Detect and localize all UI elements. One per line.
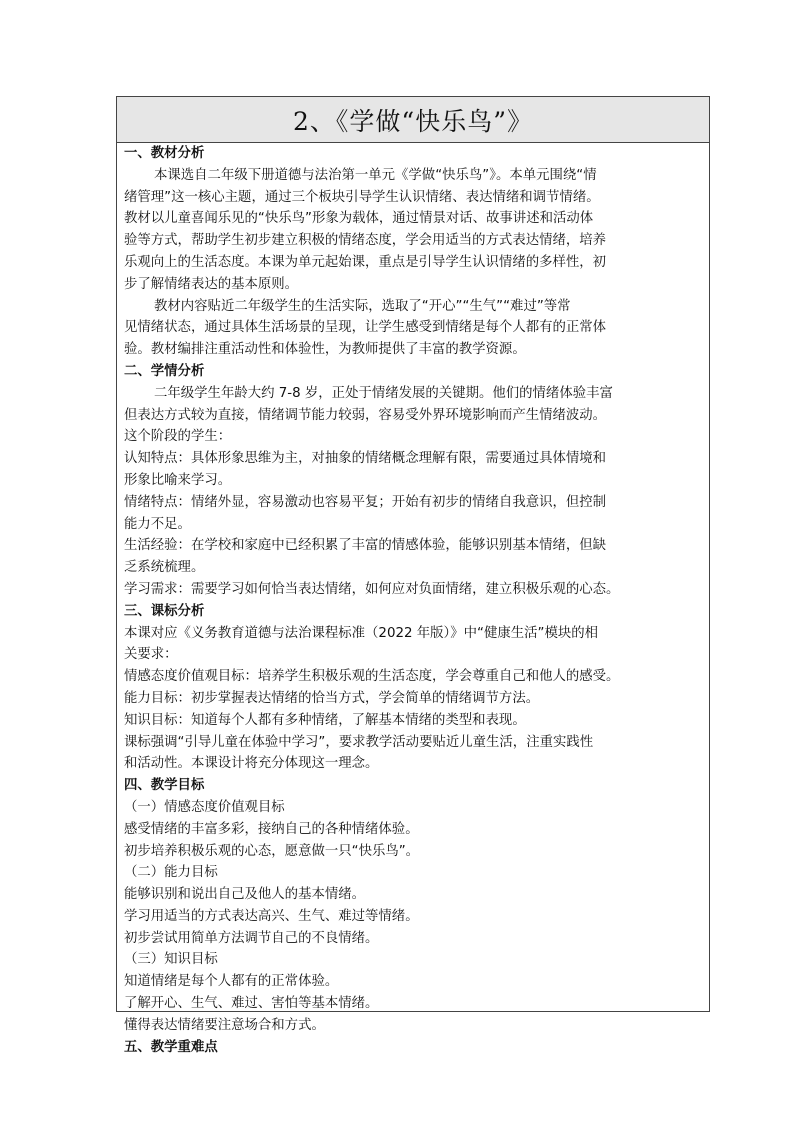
lesson-plan-table (116, 96, 710, 1055)
text-line: 这个阶段的学生： (124, 429, 232, 445)
text-line: 步了解情绪表达的基本原则。 (124, 276, 299, 292)
text-line: 知道情绪是每个人都有的正常体验。 (124, 974, 339, 990)
text-line: 情感态度价值观目标：培养学生积极乐观的生活态度，学会尊重自己和他人的感受。 (124, 669, 620, 685)
section-heading: 二、学情分析 (124, 363, 205, 379)
text-line: 形象比喻来学习。 (124, 472, 232, 488)
text-line: 教材内容贴近二年级学生的生活实际，选取了“开心”“生气”“难过”等常 (154, 298, 571, 314)
text-line: 生活经验：在学校和家庭中已经积累了丰富的情感体验，能够识别基本情绪，但缺 (124, 538, 607, 554)
text-line: 知识目标：知道每个人都有多种情绪，了解基本情绪的类型和表现。 (124, 712, 526, 728)
text-line: 乏系统梳理。 (124, 560, 205, 576)
document-title: 2、《学做“快乐鸟”》 (293, 106, 533, 136)
text-line: 懂得表达情绪要注意场合和方式。 (124, 1017, 325, 1033)
text-line: 能力目标：初步掌握表达情绪的恰当方式，学会简单的情绪调节方法。 (124, 690, 540, 706)
text-line: 了解开心、生气、难过、害怕等基本情绪。 (124, 996, 379, 1012)
text-line: 认知特点：具体形象思维为主，对抽象的情绪概念理解有限，需要通过具体情境和 (124, 451, 607, 467)
text-line: 情绪特点：情绪外显，容易激动也容易平复；开始有初步的情绪自我意识，但控制 (124, 494, 607, 510)
text-line: 见情绪状态，通过具体生活场景的呈现，让学生感受到情绪是每个人都有的正常体 (124, 320, 607, 336)
text-line: （三）知识目标 (124, 952, 218, 968)
text-line: 感受情绪的丰富多彩，接纳自己的各种情绪体验。 (124, 821, 419, 837)
text-line: （二）能力目标 (124, 865, 218, 881)
text-line: 但表达方式较为直接，情绪调节能力较弱，容易受外界环境影响而产生情绪波动。 (124, 407, 607, 423)
title-cell (117, 97, 709, 143)
text-line: 本课对应《义务教育道德与法治课程标准（2022 年版）》中“健康生活”模块的相 (124, 625, 599, 641)
text-line: 学习需求：需要学习如何恰当表达情绪，如何应对负面情绪，建立积极乐观的心态。 (124, 581, 620, 597)
content-cell (124, 143, 708, 1058)
text-line: 二年级学生年龄大约 7-8 岁，正处于情绪发展的关键期。他们的情绪体验丰富 (154, 385, 613, 401)
text-line: 初步培养积极乐观的心态，愿意做一只“快乐鸟”。 (124, 843, 420, 859)
text-line: 验等方式，帮助学生初步建立积极的情绪态度，学会用适当的方式表达情绪，培养 (124, 233, 607, 249)
text-line: 能够识别和说出自己及他人的基本情绪。 (124, 887, 366, 903)
text-line: 乐观向上的生活态度。本课为单元起始课，重点是引导学生认识情绪的多样性，初 (124, 254, 607, 270)
text-line: 初步尝试用简单方法调节自己的不良情绪。 (124, 930, 379, 946)
section-heading: 五、教学重难点 (124, 1039, 218, 1055)
text-line: 本课选自二年级下册道德与法治第一单元《学做“快乐鸟”》。本单元围绕“情 (154, 167, 597, 183)
text-line: 绪管理”这一核心主题，通过三个板块引导学生认识情绪、表达情绪和调节情绪。 (124, 189, 600, 205)
text-line: 教材以儿童喜闻乐见的“快乐鸟”形象为载体，通过情景对话、故事讲述和活动体 (124, 211, 594, 227)
section-heading: 一、教材分析 (124, 146, 205, 161)
section-heading: 三、课标分析 (124, 603, 205, 619)
text-line: 课标强调“引导儿童在体验中学习”，要求教学活动要贴近儿童生活，注重实践性 (124, 734, 594, 750)
section-heading: 四、教学目标 (124, 778, 205, 794)
text-line: 验。教材编排注重活动性和体验性，为教师提供了丰富的教学资源。 (124, 342, 526, 358)
text-line: 学习用适当的方式表达高兴、生气、难过等情绪。 (124, 908, 419, 924)
text-line: 能力不足。 (124, 516, 191, 532)
text-line: 和活动性。本课设计将充分体现这一理念。 (124, 756, 379, 772)
text-line: 关要求： (124, 647, 178, 663)
text-line: （一）情感态度价值观目标 (124, 799, 285, 815)
